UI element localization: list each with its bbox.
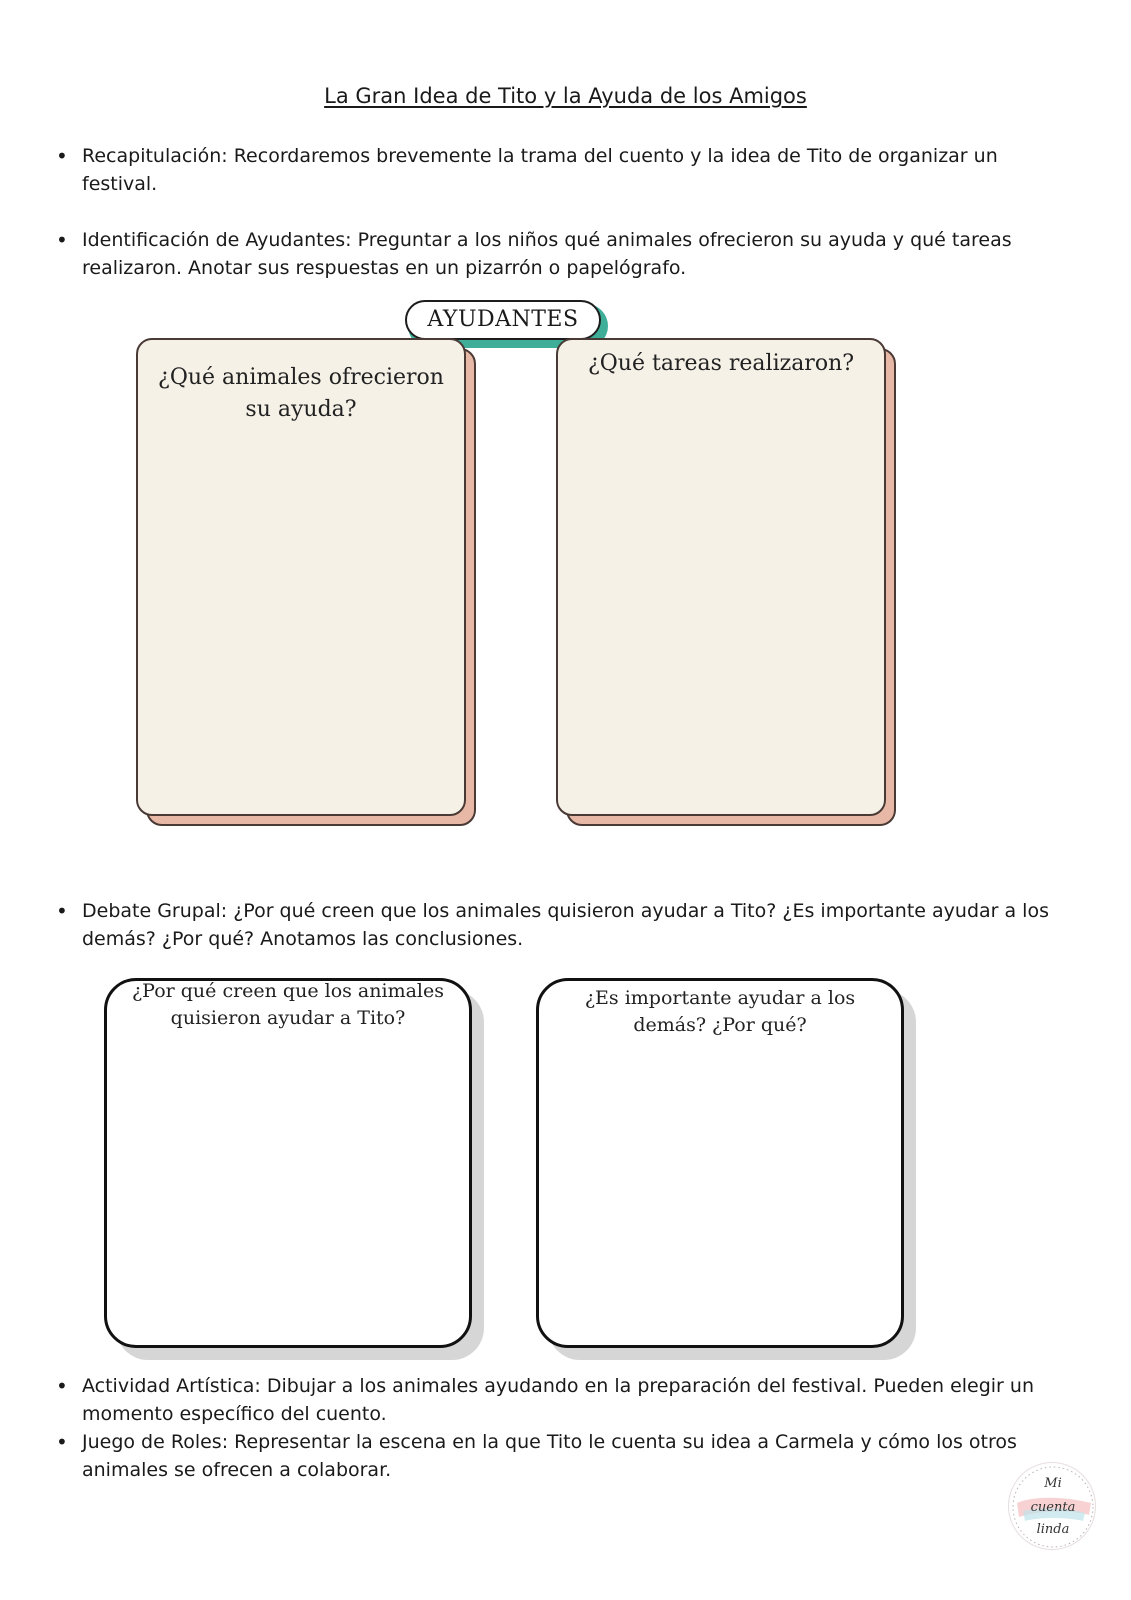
box-por-que: [104, 978, 486, 1360]
card-animales-label: ¿Qué animales ofrecieron su ayuda?: [158, 365, 444, 422]
box-por-que-face: [104, 978, 472, 1348]
card-animales: [136, 338, 476, 826]
card-tareas: [556, 338, 896, 826]
card-tareas-label: ¿Qué tareas realizaron?: [587, 351, 855, 376]
ayudantes-heading-label: AYUDANTES: [405, 300, 601, 340]
bullet-recap: • Recapitulación: Recordaremos brevemente la trama del cuento y la idea de Tito de organizar un festival.: [82, 142, 1072, 198]
logo-line3: linda: [1036, 1522, 1070, 1537]
card-animales-front: [136, 338, 466, 816]
bullet-art: • Actividad Artística: Dibujar a los animales ayudando en la preparación del festival. Pueden elegir un momento específico del cuento.: [82, 1372, 1072, 1428]
box-por-que-label: ¿Por qué creen que los animales quisieron ayudar a Tito?: [132, 980, 444, 1029]
page-title: La Gran Idea de Tito y la Ayuda de los Amigos: [324, 84, 807, 108]
logo-line2: cuenta: [1030, 1500, 1076, 1515]
box-importante-label: ¿Es importante ayudar a los demás? ¿Por qué?: [584, 987, 856, 1036]
card-tareas-front: [556, 338, 886, 816]
brand-logo-art: [1009, 1463, 1096, 1550]
bullet-roles: • Juego de Roles: Representar la escena en la que Tito le cuenta su idea a Carmela y cómo los otros animales se ofrecen a colaborar.: [82, 1428, 1072, 1484]
bullet-helpers: • Identificación de Ayudantes: Preguntar a los niños qué animales ofrecieron su ayuda y qué tareas realizaron. Anotar sus respuestas en un pizarrón o papelógrafo.: [82, 226, 1072, 282]
box-importante: [536, 978, 918, 1360]
brand-logo: [1008, 1462, 1096, 1550]
logo-line1: Mi: [1044, 1476, 1062, 1491]
bullet-debate: • Debate Grupal: ¿Por qué creen que los animales quisieron ayudar a Tito? ¿Es importante ayudar a los demás? ¿Por qué? Anotamos las conclusiones.: [82, 897, 1072, 953]
box-importante-face: [536, 978, 904, 1348]
